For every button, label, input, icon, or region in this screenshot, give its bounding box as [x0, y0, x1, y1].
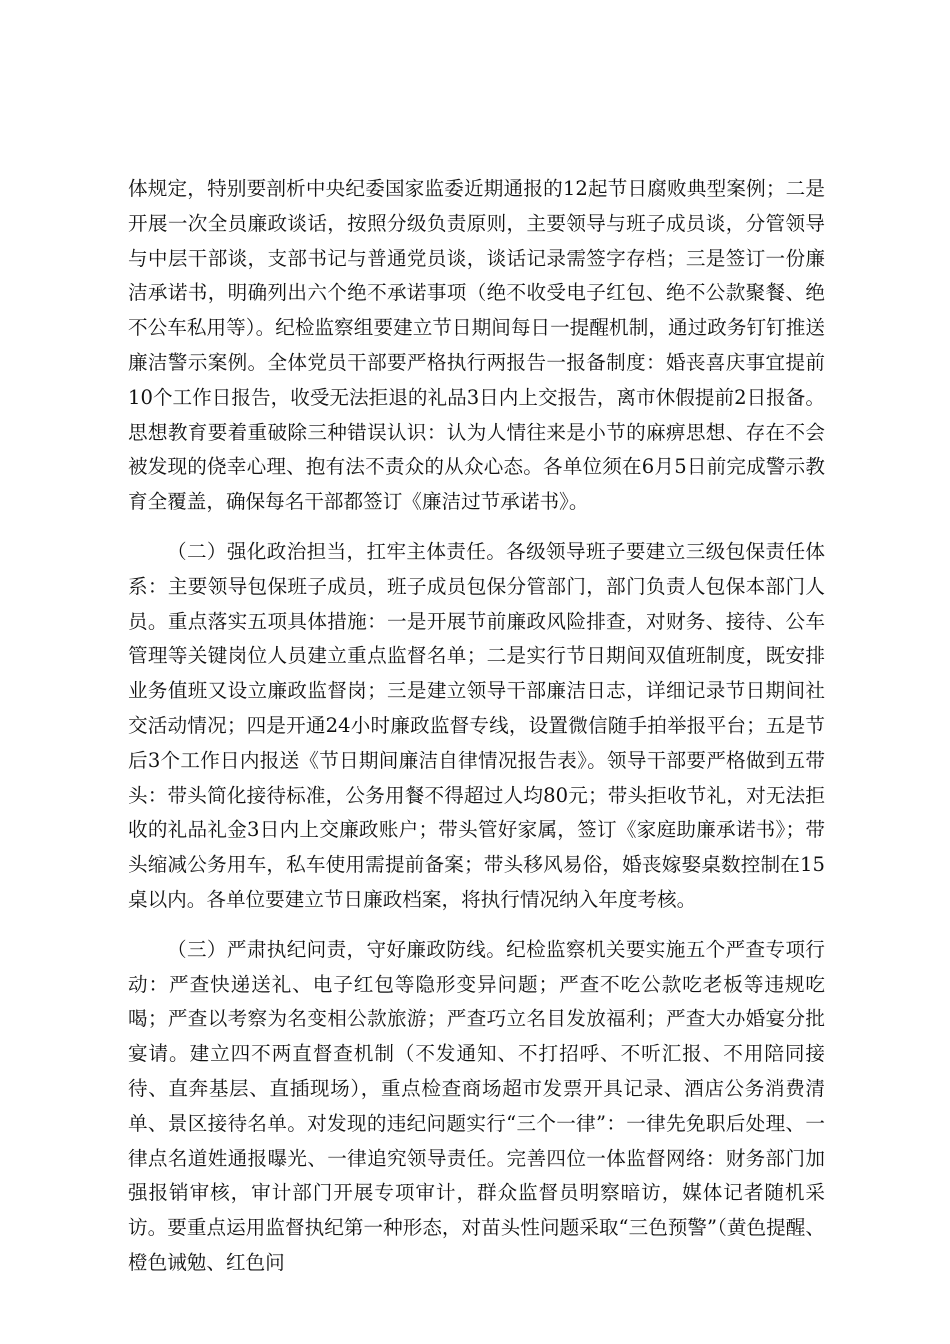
paragraph-section-three: （三）严肃执纪问责，守好廉政防线。纪检监察机关要实施五个严查专项行动：严查快递送礼、电子红包等隐形变异问题；严查不吃公款吃老板等违规吃喝；严查以考察为名变相公款旅游；严查巧立名目发放福利；严查大办婚宴分批宴请。建立四不两直督查机制（不发通知、不打招呼、不听汇报、不用陪同接待、直奔基层、直插现场），重点检查商场超市发票开具记录、酒店公务消费清单、景区接待名单。对发现的违纪问题实行“三个一律”：一律先免职后处理、一律点名道姓通报曝光、一律追究领导责任。完善四位一体监督网络：财务部门加强报销审核，审计部门开展专项审计，群众监督员明察暗访，媒体记者随机采访。要重点运用监督执纪第一种形态，对苗头性问题采取“三色预警”（黄色提醒、橙色诫勉、红色问: [128, 937, 825, 1274]
document-body: [128, 172, 825, 1281]
paragraph-section-two: （二）强化政治担当，扛牢主体责任。各级领导班子要建立三级包保责任体系：主要领导包保班子成员，班子成员包保分管部门，部门负责人包保本部门人员。重点落实五项具体措施：一是开展节前廉政风险排查，对财务、接待、公车管理等关键岗位人员建立重点监督名单；二是实行节日期间双值班制度，既安排业务值班又设立廉政监督岗；三是建立领导干部廉洁日志，详细记录节日期间社交活动情况；四是开通24小时廉政监督专线，设置微信随手拍举报平台；五是节后3个工作日内报送《节日期间廉洁自律情况报告表》。领导干部要严格做到五带头：带头简化接待标准，公务用餐不得超过人均80元；带头拒收节礼，对无法拒收的礼品礼金3日内上交廉政账户；带头管好家属，签订《家庭助廉承诺书》；带头缩减公务用车，私车使用需提前备案；带头移风易俗，婚丧嫁娶桌数控制在15桌以内。各单位要建立节日廉政档案，将执行情况纳入年度考核。: [128, 539, 825, 911]
paragraph-continuation: 体规定，特别要剖析中央纪委国家监委近期通报的12起节日腐败典型案例；二是开展一次全员廉政谈话，按照分级负责原则，主要领导与班子成员谈，分管领导与中层干部谈，支部书记与普通党员谈，谈话记录需签字存档；三是签订一份廉洁承诺书，明确列出六个绝不承诺事项（绝不收受电子红包、绝不公款聚餐、绝不公车私用等）。纪检监察组要建立节日期间每日一提醒机制，通过政务钉钉推送廉洁警示案例。全体党员干部要严格执行两报告一报备制度：婚丧喜庆事宜提前10个工作日报告，收受无法拒退的礼品3日内上交报告，离市休假提前2日报备。思想教育要着重破除三种错误认识：认为人情往来是小节的麻痹思想、存在不会被发现的侥幸心理、抱有法不责众的从众心态。各单位须在6月5日前完成警示教育全覆盖，确保每名干部都签订《廉洁过节承诺书》。: [128, 177, 825, 514]
